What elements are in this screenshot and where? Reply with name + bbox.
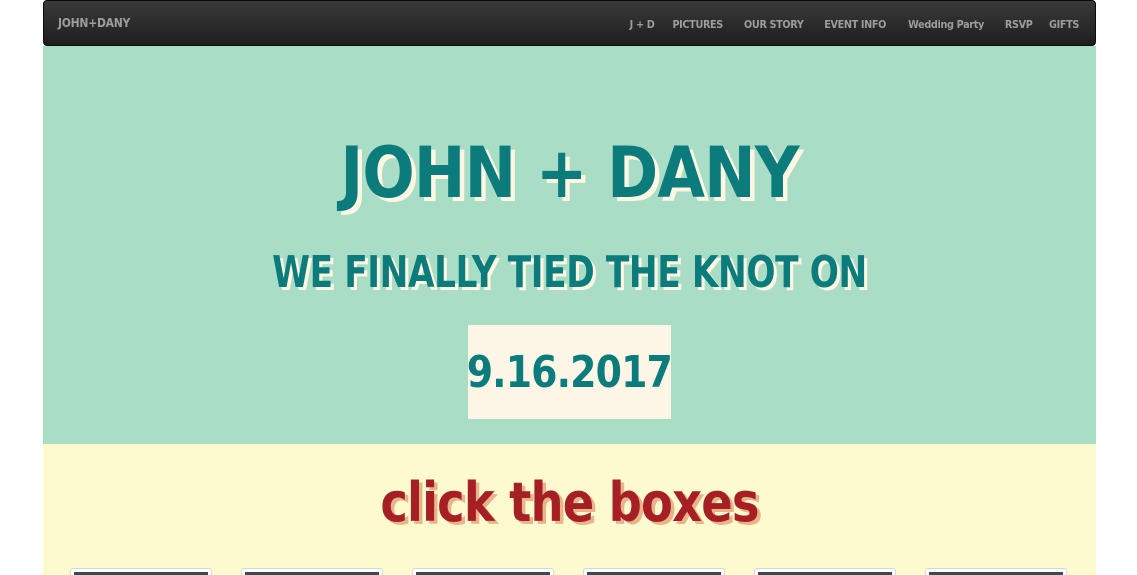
photo-box[interactable] (754, 568, 896, 575)
boxes-section (43, 444, 1096, 575)
hero-title: JOHN + DANY (340, 132, 799, 214)
wedding-date: 9.16.2017 (466, 346, 673, 398)
top-navbar (43, 0, 1096, 46)
hero-section (43, 46, 1096, 444)
wedding-date-box (468, 325, 671, 419)
boxes-heading: click the boxes (380, 471, 759, 534)
photo-box[interactable] (241, 568, 383, 575)
nav-menu (615, 1, 1081, 47)
nav-item-event-info[interactable]: EVENT INFO (824, 17, 887, 31)
nav-item-rsvp[interactable]: RSVP (1004, 17, 1033, 31)
nav-item-home[interactable]: J + D (629, 17, 655, 31)
navbar-brand[interactable]: JOHN+DANY (58, 16, 131, 30)
photo-box-row (43, 568, 1096, 575)
photo-box[interactable] (70, 568, 212, 575)
nav-item-our-story[interactable]: OUR STORY (743, 17, 804, 31)
photo-box[interactable] (412, 568, 554, 575)
photo-box[interactable] (583, 568, 725, 575)
nav-item-gifts[interactable]: GIFTS (1048, 17, 1079, 31)
hero-subtitle: WE FINALLY TIED THE KNOT ON (272, 247, 867, 298)
nav-item-pictures[interactable]: PICTURES (672, 17, 724, 31)
nav-item-wedding-party[interactable]: Wedding Party (908, 17, 985, 31)
photo-box[interactable] (925, 568, 1067, 575)
